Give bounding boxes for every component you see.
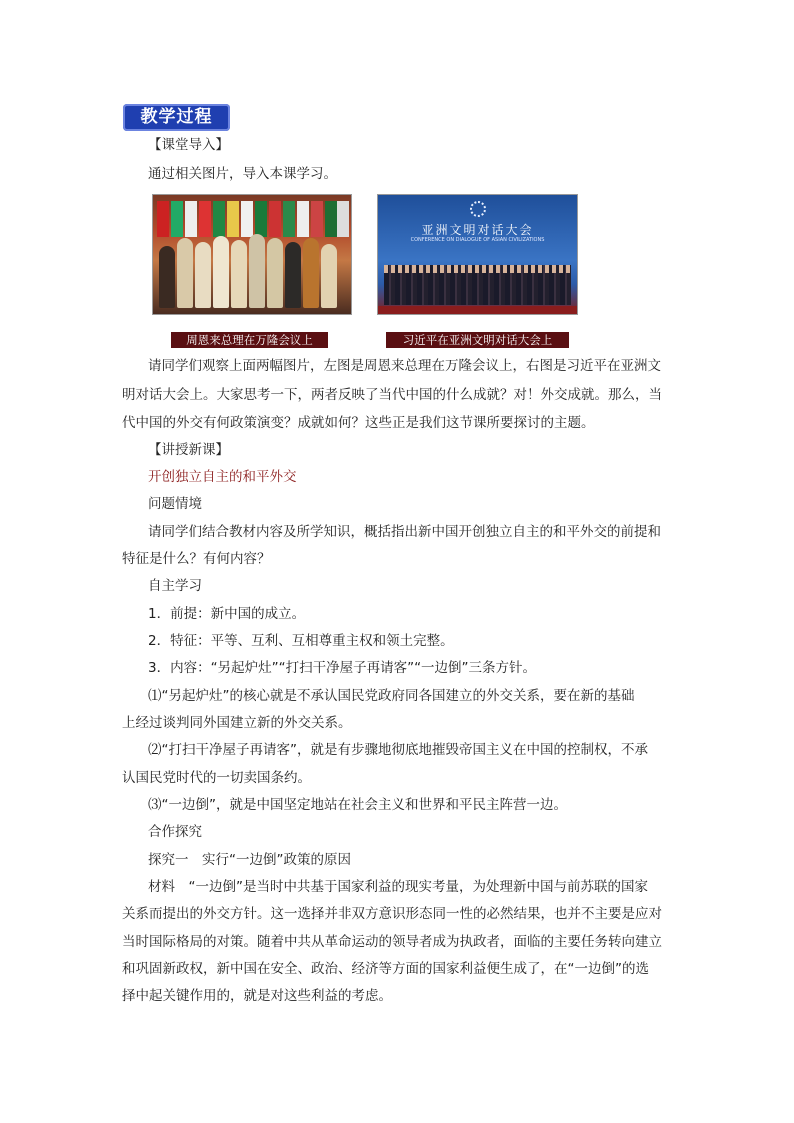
topic-title: 开创独立自主的和平外交 <box>148 469 297 485</box>
intro-header: 【课堂导入】 <box>148 137 229 153</box>
detail-line: 上经过谈判同外国建立新的外交关系。 <box>122 715 352 731</box>
detail-line: 认国民党时代的一切卖国条约。 <box>122 770 311 786</box>
left-photo-caption: 周恩来总理在万隆会议上 <box>171 332 328 348</box>
para1-line: 明对话大会上。大家思考一下，两者反映了当代中国的什么成就？对！外交成就。那么，当 <box>122 387 662 403</box>
material-line: 材料 “一边倒”是当时中共基于国家利益的现实考量，为处理新中国与前苏联的国家 <box>148 879 648 895</box>
right-photo-caption: 习近平在亚洲文明对话大会上 <box>386 332 569 348</box>
inquiry-title: 探究一 实行“一边倒”政策的原因 <box>148 852 351 868</box>
material-line: 择中起关键作用的，就是对这些利益的考虑。 <box>122 988 392 1004</box>
intro-text: 通过相关图片，导入本课学习。 <box>148 166 337 182</box>
detail-line: ⑶“一边倒”，就是中国坚定地站在社会主义和世界和平民主阵营一边。 <box>148 797 567 813</box>
section-banner: 教学过程 <box>123 104 230 131</box>
asian-civilizations-conference-photo <box>377 194 578 315</box>
self-study-label: 自主学习 <box>148 578 202 594</box>
point-item: 3．内容：“另起炉灶”“打扫干净屋子再请客”“一边倒”三条方针。 <box>148 660 537 676</box>
para1-line: 代中国的外交有何政策演变？成就如何？这些正是我们这节课所要探讨的主题。 <box>122 415 595 431</box>
material-line: 当时国际格局的对策。随着中共从革命运动的领导者成为执政者，面临的主要任务转向建立 <box>122 934 662 950</box>
detail-line: ⑵“打扫干净屋子再请客”，就是有步骤地彻底地摧毁帝国主义在中国的控制权，不承 <box>148 742 648 758</box>
conference-subtitle: CONFERENCE ON DIALOGUE OF ASIAN CIVILIZATIONS <box>410 237 545 243</box>
bandung-conference-photo <box>152 194 352 315</box>
coop-label: 合作探究 <box>148 824 202 840</box>
conference-title: 亚洲文明对话大会 <box>421 223 534 237</box>
new-lesson-header: 【讲授新课】 <box>148 442 229 458</box>
material-line: 和巩固新政权，新中国在安全、政治、经济等方面的国家利益便生成了，在“一边倒”的选 <box>122 961 649 977</box>
material-line: 关系而提出的外交方针。这一选择并非双方意识形态同一性的必然结果，也并不主要是应对 <box>122 906 662 922</box>
detail-line: ⑴“另起炉灶”的核心就是不承认国民党政府同各国建立的外交关系，要在新的基础 <box>148 688 635 704</box>
conference-logo-icon <box>470 201 486 217</box>
point-item: 2．特征：平等、互利、互相尊重主权和领土完整。 <box>148 633 454 649</box>
para1-line: 请同学们观察上面两幅图片，左图是周恩来总理在万隆会议上，右图是习近平在亚洲文 <box>148 358 661 374</box>
question-line: 特征是什么？有何内容？ <box>122 551 271 567</box>
question-line: 请同学们结合教材内容及所学知识，概括指出新中国开创独立自主的和平外交的前提和 <box>148 524 661 540</box>
question-label: 问题情境 <box>148 496 202 512</box>
point-item: 1．前提：新中国的成立。 <box>148 606 306 622</box>
